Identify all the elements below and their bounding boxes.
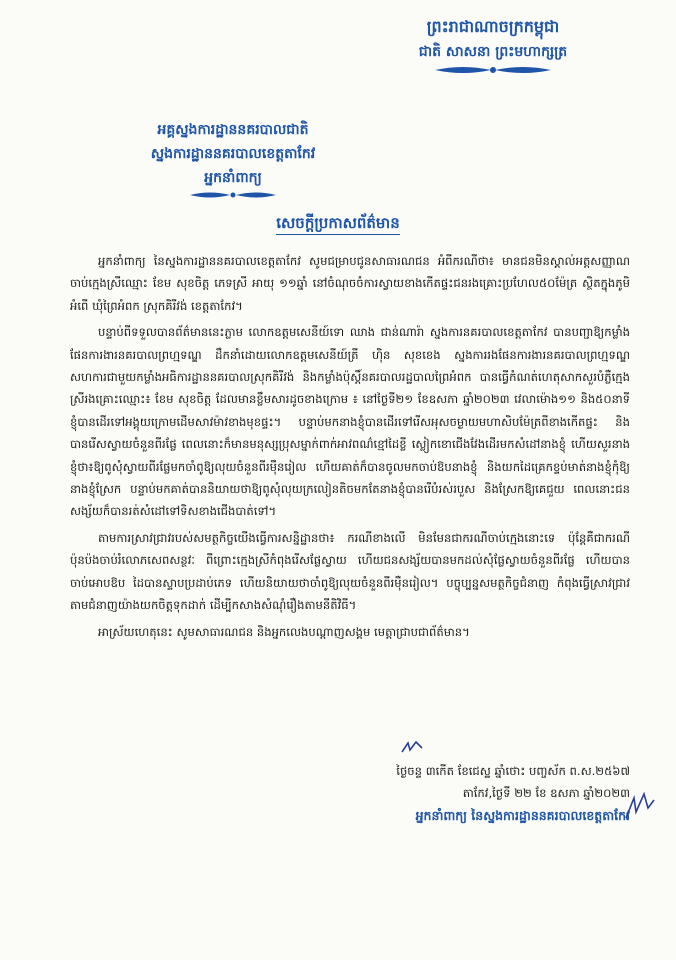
agency-header bbox=[118, 118, 348, 200]
paragraph-closing: អាស្រ័យហេតុនេះ សូមសាធារណជន និងអ្នកលេងបណ្ដាញសង្គម មេត្តាជ្រាបជាព័ត៌មាន។ bbox=[98, 624, 470, 639]
paragraph-incident: អ្នកនាំពាក្យ នៃស្នងការដ្ឋាននគរបាលខេត្តតាកែវ សូមជម្រាបជូនសាធារណជន អំពីករណីថា៖ មានជនមិនស្គាល់អត្តសញ្ញាណចាប់ក្មេងស្រីឈ្មោះ ខែម សុខចិត្ត ភេទស្រី អាយុ ១១ឆ្នាំ នៅចំណុចចំការស្វាយខាងកើតផ្ទះជនរងគ្រោះប្រហែល៥០ម៉ែត្រ ស្ថិតក្នុងភូមិអំពើ ឃុំព្រៃអំពក ស្រុកគិរីវង់ ខេត្តតាកែវ។ bbox=[70, 254, 630, 313]
kingdom-name: ព្រះរាជាណាចក្រកម្ពុជា bbox=[426, 17, 560, 36]
ornament-divider bbox=[388, 64, 598, 76]
paragraph-conclusion: តាមការស្រាវជ្រាវរបស់សមត្ថកិច្ចយើងធ្វើការសន្និដ្ឋានថា៖ ករណីខាងលើ មិនមែនជាករណីចាប់ក្មេងនោះទេ ប៉ុន្តែគឺជាករណីប៉ុនប៉ងចាប់រំលោភសេពសន្ថវៈ ពីព្រោះក្មេងស្រីកំពុងរើសផ្លែស្វាយ ហើយជនសង្ស័យបានមកដល់សុំផ្លែស្វាយចំនួនពីរផ្លែ ហើយបានចាប់អោបឱប ដៃបានស្ទាបប្រដាប់ភេទ ហើយនិយាយថាចាំពូឱ្យលុយចំនួនពីរម៉ឺនរៀល។ បច្ចុប្បន្នសមត្ថកិច្ចជំនាញ កំពុងធ្វើស្រាវជ្រាវតាមជំនាញយ៉ាងយកចិត្តទុកដាក់ ដើម្បីកសាងសំណុំរឿងតាមនីតិវិធី។ bbox=[70, 530, 630, 613]
paragraph-investigation: បន្ទាប់ពីទទួលបានព័ត៌មាននេះភ្លាម លោកឧត្តមសេនីយ៍ទោ ឈាង ជាន់ណារ៉ា ស្នងការនគរបាលខេត្តតាកែវ បានបញ្ជាឱ្យកម្លាំងផែនការងារនគរបាលព្រហ្មទណ្ឌ ដឹកនាំដោយលោកឧត្តមសេនីយ៍ត្រី ហ៊ិន សុខខេង ស្នងការរងផែនការងារនគរបាលព្រហ្មទណ្ឌ សហការជាមួយកម្លាំងអធិការដ្ឋាននគរបាលស្រុកគិរីវង់ និងកម្លាំងប៉ុស្តិ៍នគរបាលរដ្ឋបាលព្រៃអំពក បានធ្វើកំណត់ហេតុសាកសួរបំភ្លឺក្មេងស្រីរងគ្រោះឈ្មោះ៖ ខែម សុខចិត្ត ដែលមានខ្លឹមសារដូចខាងក្រោម ៖ នៅថ្ងៃទី២១ ខែឧសភា ឆ្នាំ២០២៣ វេលាម៉ោង១១ និង៥០នាទី ខ្ញុំបានដើរទៅអង្គុយក្រោមដើមសាវម៉ាវខាងមុខផ្ទះ។ បន្ទាប់មកនាងខ្ញុំបានដើរទៅរើសអុសចម្ងាយមហាសិបម៉ែត្រពីខាងកើតផ្ទះ និងបានរើសស្វាយចំនួនពីរផ្លែ ពេលនោះក៏មានមនុស្សប្រុសម្នាក់ពាក់អាវពណ៌ខ្មៅដៃខ្លី ស្លៀកខោជើងវែងដើរមកសំដៅនាងខ្ញុំ ហើយសួរនាងខ្ញុំថា៖ឱ្យពូសុំស្វាយពីរផ្លែមកចាំពូឱ្យលុយចំនួនពីរម៉ឺនរៀល ហើយគាត់ក៏បានចូលមកចាប់ឱបនាងខ្ញុំ និងយកដៃគ្រេកខ្ទប់មាត់នាងខ្ញុំកុំឱ្យនាងខ្ញុំស្រែក បន្ទាប់មកគាត់បាននិយាយថាឱ្យពូសុំលុយក្រលៀនតិចមកតែនាងខ្ញុំបានរើបំរស់របួស និងស្រែកឱ្យគេជួយ ពេលនោះជនសង្ស័យក៏បានរត់សំដៅទៅទិសខាងជើងបាត់ទៅ។ bbox=[70, 325, 630, 519]
signer-title: អ្នកនាំពាក្យ នៃស្នងការដ្ឋាននគរបាលខេត្តតាកែវ bbox=[415, 808, 630, 823]
document-title bbox=[0, 214, 676, 236]
agency-ornament bbox=[118, 190, 348, 200]
agency-line-spokesperson: អ្នកនាំពាក្យ bbox=[204, 170, 262, 186]
signature-icon bbox=[622, 790, 656, 824]
document-title-text: សេចក្ដីប្រកាសព័ត៌មាន bbox=[276, 214, 400, 235]
kingdom-header bbox=[388, 14, 598, 76]
signature-block bbox=[70, 808, 630, 827]
agency-line-provincial: ស្នងការដ្ឋាននគរបាលខេត្តតាកែវ bbox=[150, 146, 316, 162]
agency-line-national: អគ្គស្នងការដ្ឋាននគរបាលជាតិ bbox=[157, 122, 309, 138]
solar-date: តាកែវ,ថ្ងៃទី ២២ ខែ ឧសភា ឆ្នាំ២០២៣ bbox=[462, 786, 630, 800]
document-body bbox=[70, 250, 630, 643]
lunar-date: ថ្ងៃចន្ទ ៣កើត ខែជេស្ឋ ឆ្នាំថោះ បញ្ចស័ក ព.ស.២៥៦៧ bbox=[396, 764, 630, 778]
national-motto: ជាតិ សាសនា ព្រះមហាក្សត្រ bbox=[418, 44, 568, 60]
date-block bbox=[70, 760, 630, 804]
initial-mark-icon bbox=[400, 740, 424, 754]
